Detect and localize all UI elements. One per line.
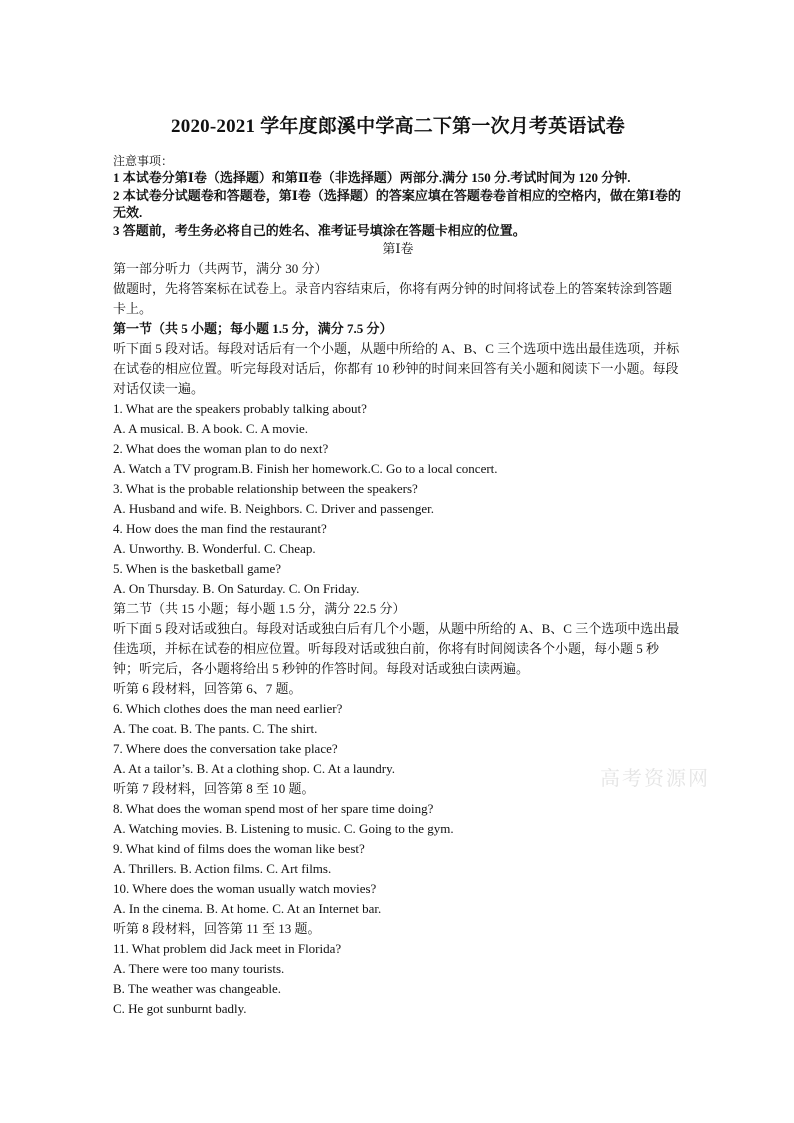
exam-page: [113, 113, 683, 1019]
options-line: A. Watch a TV program.B. Finish her homework.C. Go to a local concert.: [113, 461, 498, 476]
material-line: 听第 6 段材料，回答第 6、7 题。: [113, 681, 302, 696]
options-line: A. Husband and wife. B. Neighbors. C. Driver and passenger.: [113, 501, 434, 516]
options-line: A. Thrillers. B. Action films. C. Art films.: [113, 861, 332, 876]
section1-heading: 第一节（共 5 小题；每小题 1.5 分，满分 7.5 分）: [113, 321, 393, 336]
section1-questions: [113, 399, 683, 599]
notice-item-1: 1 本试卷分第Ⅰ卷（选择题）和第Ⅱ卷（非选择题）两部分.满分 150 分.考试时间为 120 分钟.: [113, 170, 631, 185]
options-line: A. In the cinema. B. At home. C. At an Internet bar.: [113, 901, 382, 916]
section2-instruction: 听下面 5 段对话或独白。每段对话或独白后有几个小题，从题中所给的 A、B、C 三个选项中选出最佳选项，并标在试卷的相应位置。听每段对话或独白前，你将有时间阅读各个小题，每小题 5 秒钟；听完后，各小题将给出 5 秒钟的作答时间。每段对话或独白读两遍。: [113, 621, 680, 676]
question-line: 4. How does the man find the restaurant?: [113, 521, 327, 536]
options-line: A. A musical. B. A book. C. A movie.: [113, 421, 309, 436]
options-line: A. Unworthy. B. Wonderful. C. Cheap.: [113, 541, 316, 556]
notice-item-2: 2 本试卷分试题卷和答题卷，第Ⅰ卷（选择题）的答案应填在答题卷卷首相应的空格内，做在第Ⅰ卷的无效.: [113, 187, 681, 220]
question-line: 11. What problem did Jack meet in Florida?: [113, 941, 342, 956]
option-line: B. The weather was changeable.: [113, 981, 281, 996]
question-line: 9. What kind of films does the woman like best?: [113, 841, 365, 856]
options-line: A. At a tailor’s. B. At a clothing shop. C. At a laundry.: [113, 761, 396, 776]
question-line: 6. Which clothes does the man need earlier?: [113, 701, 343, 716]
exam-title: 2020-2021 学年度郎溪中学高二下第一次月考英语试卷: [171, 116, 625, 137]
notice-item-3: 3 答题前，考生务必将自己的姓名、准考证号填涂在答题卡相应的位置。: [113, 222, 526, 238]
section2-questions: [113, 679, 683, 1019]
section2-heading: 第二节（共 15 小题；每小题 1.5 分，满分 22.5 分）: [113, 601, 406, 616]
options-line: A. Watching movies. B. Listening to music. C. Going to the gym.: [113, 821, 454, 836]
material-line: 听第 7 段材料，回答第 8 至 10 题。: [113, 781, 315, 796]
notice-heading: 注意事项：: [113, 154, 174, 168]
question-line: 5. When is the basketball game?: [113, 561, 281, 576]
question-line: 8. What does the woman spend most of her spare time doing?: [113, 801, 434, 816]
volume-title: 第Ⅰ卷: [382, 241, 414, 256]
options-line: A. The coat. B. The pants. C. The shirt.: [113, 721, 318, 736]
material-line: 听第 8 段材料，回答第 11 至 13 题。: [113, 921, 321, 936]
question-line: 3. What is the probable relationship between the speakers?: [113, 481, 418, 496]
watermark: 高考资源网: [600, 766, 710, 790]
question-line: 7. Where does the conversation take place?: [113, 741, 338, 756]
question-line: 10. Where does the woman usually watch movies?: [113, 881, 377, 896]
options-line: A. On Thursday. B. On Saturday. C. On Friday.: [113, 581, 360, 596]
question-line: 1. What are the speakers probably talking about?: [113, 401, 367, 416]
section1-instruction: 听下面 5 段对话。每段对话后有一个小题，从题中所给的 A、B、C 三个选项中选出最佳选项，并标在试卷的相应位置。听完每段对话后，你都有 10 秒钟的时间来回答有关小题和阅读下一小题。每段对话仅读一遍。: [113, 341, 680, 396]
option-line: C. He got sunburnt badly.: [113, 1001, 247, 1016]
option-line: A. There were too many tourists.: [113, 961, 285, 976]
part1-instruction: 做题时，先将答案标在试卷上。录音内容结束后，你将有两分钟的时间将试卷上的答案转涂到答题卡上。: [113, 281, 673, 316]
question-line: 2. What does the woman plan to do next?: [113, 441, 329, 456]
part1-heading: 第一部分听力（共两节，满分 30 分）: [113, 261, 328, 276]
